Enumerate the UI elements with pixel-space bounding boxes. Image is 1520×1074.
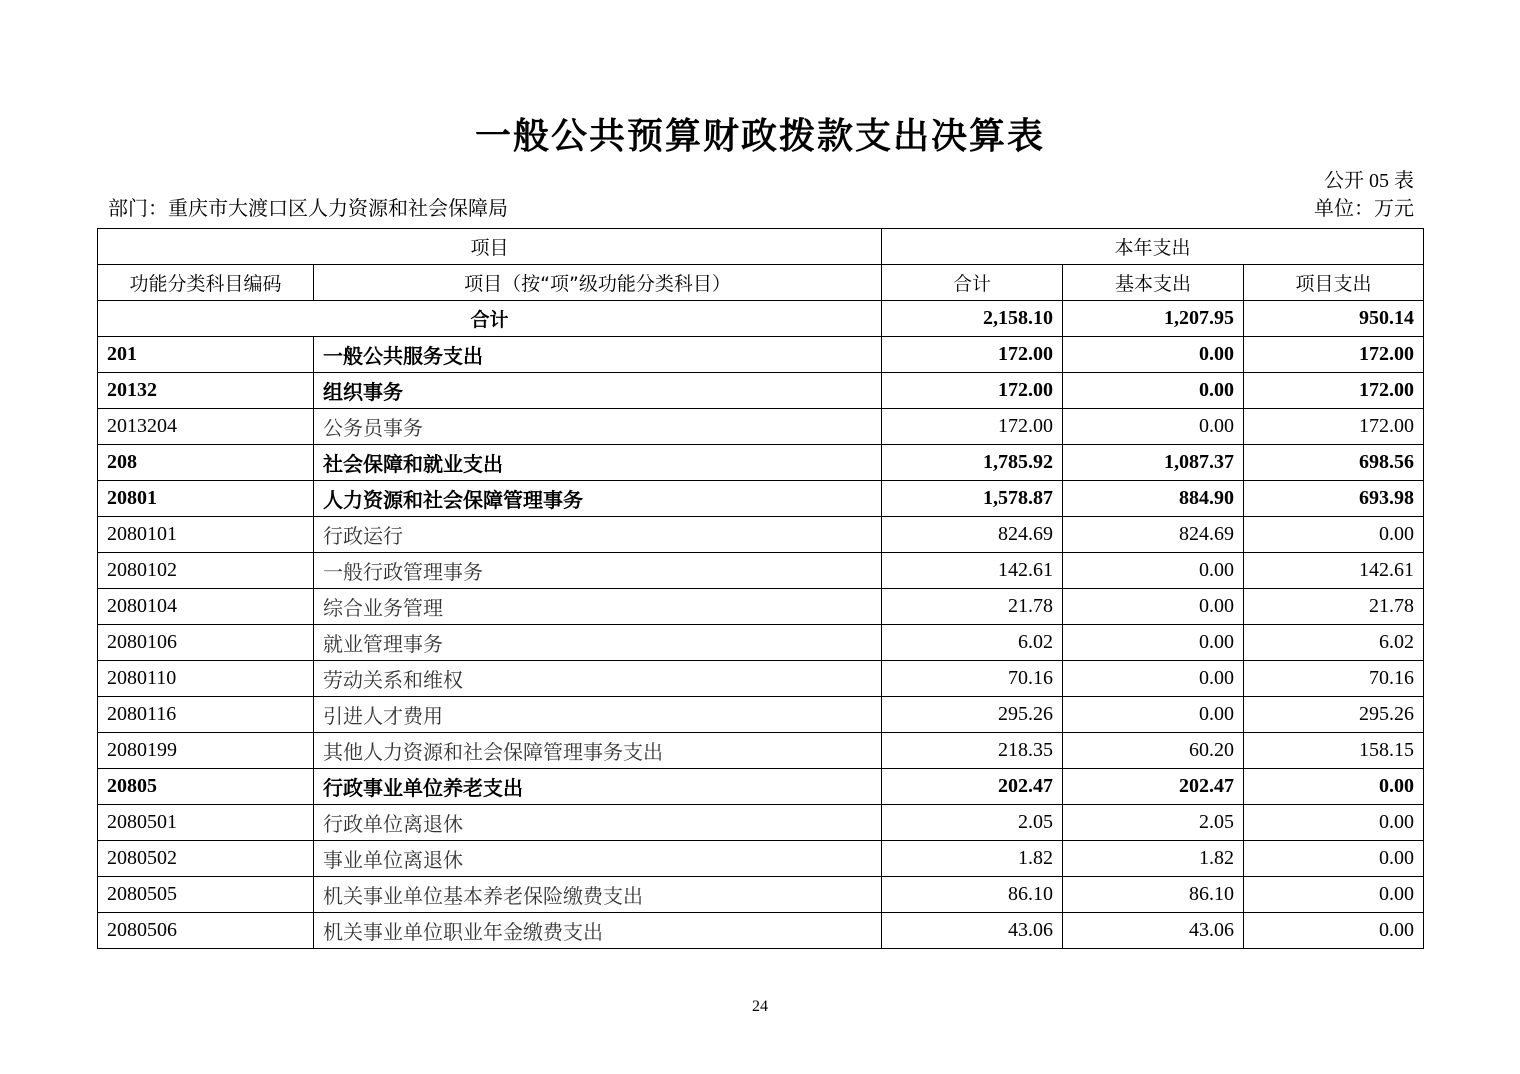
row-total: 1.82 bbox=[882, 841, 1063, 877]
row-code: 2080501 bbox=[98, 805, 314, 841]
table-row bbox=[98, 913, 1424, 949]
table-row bbox=[98, 661, 1424, 697]
row-project: 295.26 bbox=[1244, 697, 1424, 733]
row-basic: 0.00 bbox=[1063, 409, 1244, 445]
row-basic: 0.00 bbox=[1063, 589, 1244, 625]
row-project: 0.00 bbox=[1244, 769, 1424, 805]
row-project: 172.00 bbox=[1244, 409, 1424, 445]
row-code: 2013204 bbox=[98, 409, 314, 445]
form-number: 公开 05 表 bbox=[1324, 170, 1414, 192]
row-name: 行政运行 bbox=[314, 517, 882, 553]
row-code: 2080102 bbox=[98, 553, 314, 589]
row-total: 1,785.92 bbox=[882, 445, 1063, 481]
table-row bbox=[98, 445, 1424, 481]
row-total: 21.78 bbox=[882, 589, 1063, 625]
row-project: 172.00 bbox=[1244, 373, 1424, 409]
table-row bbox=[98, 481, 1424, 517]
unit-label: 单位：万元 bbox=[1314, 198, 1414, 220]
row-basic: 1.82 bbox=[1063, 841, 1244, 877]
row-project: 6.02 bbox=[1244, 625, 1424, 661]
row-basic: 202.47 bbox=[1063, 769, 1244, 805]
row-basic: 43.06 bbox=[1063, 913, 1244, 949]
row-basic: 60.20 bbox=[1063, 733, 1244, 769]
row-code: 208 bbox=[98, 445, 314, 481]
table-row bbox=[98, 373, 1424, 409]
total-project: 950.14 bbox=[1244, 301, 1424, 337]
header-this-year: 本年支出 bbox=[882, 229, 1424, 265]
table-row bbox=[98, 697, 1424, 733]
total-row bbox=[98, 301, 1424, 337]
header-item: 项目（按“项”级功能分类科目） bbox=[314, 265, 882, 301]
header-code: 功能分类科目编码 bbox=[98, 265, 314, 301]
header-project: 项目 bbox=[98, 229, 882, 265]
table-row bbox=[98, 733, 1424, 769]
row-total: 2.05 bbox=[882, 805, 1063, 841]
row-project: 693.98 bbox=[1244, 481, 1424, 517]
row-name: 机关事业单位职业年金缴费支出 bbox=[314, 913, 882, 949]
page-title: 一般公共预算财政拨款支出决算表 bbox=[474, 116, 1045, 157]
row-total: 824.69 bbox=[882, 517, 1063, 553]
page-number: 24 bbox=[752, 998, 768, 1015]
row-total: 142.61 bbox=[882, 553, 1063, 589]
row-name: 一般公共服务支出 bbox=[314, 337, 882, 373]
row-basic: 0.00 bbox=[1063, 337, 1244, 373]
row-name: 行政单位离退休 bbox=[314, 805, 882, 841]
table-row bbox=[98, 589, 1424, 625]
row-basic: 0.00 bbox=[1063, 697, 1244, 733]
row-basic: 0.00 bbox=[1063, 373, 1244, 409]
row-name: 其他人力资源和社会保障管理事务支出 bbox=[314, 733, 882, 769]
header-row-2 bbox=[98, 265, 1424, 301]
row-total: 295.26 bbox=[882, 697, 1063, 733]
row-name: 组织事务 bbox=[314, 373, 882, 409]
row-basic: 1,087.37 bbox=[1063, 445, 1244, 481]
row-total: 202.47 bbox=[882, 769, 1063, 805]
row-name: 公务员事务 bbox=[314, 409, 882, 445]
row-code: 2080116 bbox=[98, 697, 314, 733]
row-project: 70.16 bbox=[1244, 661, 1424, 697]
table-row bbox=[98, 337, 1424, 373]
table-row bbox=[98, 877, 1424, 913]
table-row bbox=[98, 625, 1424, 661]
row-basic: 0.00 bbox=[1063, 553, 1244, 589]
total-basic: 1,207.95 bbox=[1063, 301, 1244, 337]
table-row bbox=[98, 517, 1424, 553]
department-label: 部门：重庆市大渡口区人力资源和社会保障局 bbox=[108, 198, 508, 220]
row-code: 20132 bbox=[98, 373, 314, 409]
row-total: 218.35 bbox=[882, 733, 1063, 769]
row-name: 一般行政管理事务 bbox=[314, 553, 882, 589]
total-amount: 2,158.10 bbox=[882, 301, 1063, 337]
table-row bbox=[98, 841, 1424, 877]
row-total: 172.00 bbox=[882, 337, 1063, 373]
row-name: 人力资源和社会保障管理事务 bbox=[314, 481, 882, 517]
row-basic: 2.05 bbox=[1063, 805, 1244, 841]
row-code: 2080104 bbox=[98, 589, 314, 625]
row-total: 86.10 bbox=[882, 877, 1063, 913]
row-name: 引进人才费用 bbox=[314, 697, 882, 733]
row-name: 综合业务管理 bbox=[314, 589, 882, 625]
row-name: 机关事业单位基本养老保险缴费支出 bbox=[314, 877, 882, 913]
table-row bbox=[98, 769, 1424, 805]
row-total: 172.00 bbox=[882, 373, 1063, 409]
row-project: 0.00 bbox=[1244, 517, 1424, 553]
row-project: 0.00 bbox=[1244, 805, 1424, 841]
row-project: 0.00 bbox=[1244, 877, 1424, 913]
row-project: 0.00 bbox=[1244, 913, 1424, 949]
table-row bbox=[98, 553, 1424, 589]
row-name: 行政事业单位养老支出 bbox=[314, 769, 882, 805]
row-code: 201 bbox=[98, 337, 314, 373]
row-project: 172.00 bbox=[1244, 337, 1424, 373]
row-total: 172.00 bbox=[882, 409, 1063, 445]
row-name: 就业管理事务 bbox=[314, 625, 882, 661]
row-code: 2080502 bbox=[98, 841, 314, 877]
header-project-expense: 项目支出 bbox=[1244, 265, 1424, 301]
table-row bbox=[98, 805, 1424, 841]
header-row-1 bbox=[98, 229, 1424, 265]
budget-table bbox=[97, 228, 1424, 949]
row-basic: 0.00 bbox=[1063, 661, 1244, 697]
row-basic: 0.00 bbox=[1063, 625, 1244, 661]
row-total: 70.16 bbox=[882, 661, 1063, 697]
row-name: 社会保障和就业支出 bbox=[314, 445, 882, 481]
row-code: 2080199 bbox=[98, 733, 314, 769]
row-basic: 824.69 bbox=[1063, 517, 1244, 553]
row-total: 6.02 bbox=[882, 625, 1063, 661]
row-basic: 86.10 bbox=[1063, 877, 1244, 913]
row-basic: 884.90 bbox=[1063, 481, 1244, 517]
row-total: 1,578.87 bbox=[882, 481, 1063, 517]
row-name: 劳动关系和维权 bbox=[314, 661, 882, 697]
header-total: 合计 bbox=[882, 265, 1063, 301]
row-name: 事业单位离退休 bbox=[314, 841, 882, 877]
row-project: 0.00 bbox=[1244, 841, 1424, 877]
row-code: 2080106 bbox=[98, 625, 314, 661]
row-code: 2080505 bbox=[98, 877, 314, 913]
total-label: 合计 bbox=[98, 301, 882, 337]
header-basic: 基本支出 bbox=[1063, 265, 1244, 301]
row-project: 698.56 bbox=[1244, 445, 1424, 481]
row-project: 21.78 bbox=[1244, 589, 1424, 625]
row-project: 142.61 bbox=[1244, 553, 1424, 589]
row-code: 20805 bbox=[98, 769, 314, 805]
row-total: 43.06 bbox=[882, 913, 1063, 949]
table-row bbox=[98, 409, 1424, 445]
row-code: 20801 bbox=[98, 481, 314, 517]
row-code: 2080110 bbox=[98, 661, 314, 697]
row-code: 2080101 bbox=[98, 517, 314, 553]
row-code: 2080506 bbox=[98, 913, 314, 949]
row-project: 158.15 bbox=[1244, 733, 1424, 769]
